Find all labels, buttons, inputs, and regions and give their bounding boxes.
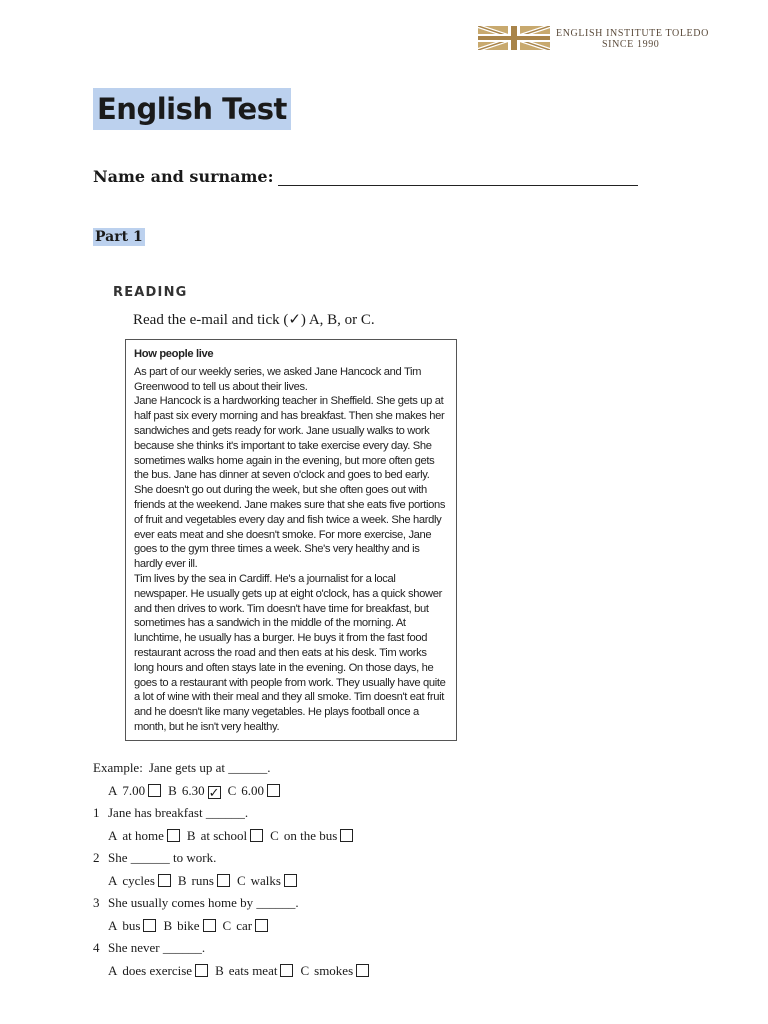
option-b[interactable] (163, 918, 215, 933)
option-text: 7.00 (122, 782, 146, 798)
question-number: Example: (93, 760, 143, 775)
example-question (93, 757, 693, 780)
logo-since: SINCE 1990 (602, 39, 660, 50)
question-text: She usually comes home by ______. (108, 895, 299, 910)
institute-logo (478, 24, 738, 54)
option-letter: B (186, 827, 196, 843)
option-c[interactable] (270, 828, 353, 843)
option-b[interactable] (178, 873, 230, 888)
option-text: 6.00 (241, 782, 264, 798)
option-letter: A (108, 917, 118, 933)
option-letter: C (270, 827, 279, 843)
checkbox[interactable] (203, 919, 216, 932)
option-letter: A (108, 827, 118, 843)
option-text: on the bus (283, 827, 338, 843)
checkbox[interactable] (195, 964, 208, 977)
option-letter: C (222, 917, 232, 933)
question-list (93, 757, 693, 982)
question-text: Jane gets up at ______. (148, 760, 271, 775)
union-jack-logo-icon (478, 26, 550, 50)
option-a[interactable] (108, 873, 171, 888)
checkbox[interactable] (250, 829, 263, 842)
option-b[interactable] (215, 963, 293, 978)
question-text: She ______ to work. (108, 850, 217, 865)
answer-options (93, 780, 693, 803)
option-a[interactable] (108, 783, 161, 798)
option-text: walks (250, 872, 281, 888)
instruction-text: Read the e-mail and tick (✓) A, B, or C. (133, 312, 375, 328)
checkbox[interactable] (217, 874, 230, 887)
option-text: bus (122, 917, 141, 933)
name-answer-line[interactable] (278, 169, 638, 186)
option-c[interactable] (228, 783, 280, 798)
answer-options (93, 870, 693, 893)
option-letter: C (227, 782, 237, 798)
option-letter: A (108, 782, 118, 798)
name-label: Name and surname: (93, 167, 274, 186)
option-letter: B (168, 782, 177, 798)
article-paragraph: Tim lives by the sea in Cardiff. He's a journalist for a local newspaper. He usually gets up at eight o'clock, has a quick shower and then drives to work. Tim doesn't have time for breakfast, but sometimes has a sandwich in the middle of the morning. At lunchtime, he usually has a burger. He buys it from the fast food restaurant across the road and then eats at his desk. Tim works long hours and often stays late in the evening. On those days, he goes to a restaurant with people from work. They usually have quite a lot of wine with their meal and they all smoke. Tim doesn't eat fruit and he doesn't like many vegetables. He plays football once a month, but he isn't very healthy. (134, 572, 446, 733)
question-1 (93, 802, 693, 825)
checkbox[interactable] (148, 784, 161, 797)
checkbox[interactable] (143, 919, 156, 932)
checkbox[interactable] (284, 874, 297, 887)
article-paragraph: Jane Hancock is a hardworking teacher in Sheffield. She gets up at half past six every morning and has breakfast. Then she makes her sandwiches and gets ready for work. Jane usually walks to work because she thinks it's important to take exercise every day. She sometimes walks home again in the evening, but more often gets the bus. Jane has dinner at seven o'clock and goes to bed early. She doesn't go out during the week, but she often goes out with friends at the weekend. Jane makes sure that she eats five portions of fruit and vegetables every day and fish twice a week. She hardly ever eats meat and she doesn't smoke. For more exercise, Jane goes to the gym three times a week. She's very healthy and is hardly ever ill. (134, 395, 446, 571)
reading-text-box (125, 339, 457, 741)
section-heading: READING (113, 285, 188, 300)
article-paragraph: As part of our weekly series, we asked Jane Hancock and Tim Greenwood to tell us about their lives. (134, 365, 422, 393)
option-text: at school (200, 827, 248, 843)
option-text: car (236, 917, 253, 933)
checked-checkbox[interactable]: ✓ (208, 784, 220, 800)
option-letter: A (108, 872, 118, 888)
option-c[interactable] (237, 873, 297, 888)
option-a[interactable] (108, 963, 208, 978)
checkbox[interactable] (267, 784, 280, 797)
option-b[interactable] (187, 828, 263, 843)
answer-options (93, 915, 693, 938)
checkbox[interactable] (255, 919, 268, 932)
checkbox[interactable] (356, 964, 369, 977)
option-text: runs (191, 872, 214, 888)
option-a[interactable] (108, 918, 156, 933)
option-letter: B (177, 872, 187, 888)
option-text: bike (177, 917, 200, 933)
option-letter: B (163, 917, 173, 933)
option-text: cycles (122, 872, 155, 888)
option-text: at home (122, 827, 164, 843)
option-text: 6.30 (181, 782, 205, 798)
option-text: smokes (314, 962, 354, 978)
name-field-row (93, 167, 638, 186)
option-letter: B (215, 962, 224, 978)
question-2 (93, 847, 693, 870)
question-4 (93, 937, 693, 960)
question-number: 1 (93, 805, 100, 820)
option-b[interactable] (168, 783, 220, 798)
question-text: She never ______. (108, 940, 206, 955)
question-3 (93, 892, 693, 915)
option-text: does exercise (122, 962, 193, 978)
option-a[interactable] (108, 828, 180, 843)
option-letter: A (108, 962, 118, 978)
question-number: 4 (93, 940, 100, 955)
question-text: Jane has breakfast ______. (108, 805, 249, 820)
answer-options (93, 960, 693, 983)
question-number: 3 (93, 895, 100, 910)
option-c[interactable] (300, 963, 369, 978)
option-letter: C (300, 962, 310, 978)
checkbox[interactable] (158, 874, 171, 887)
checkbox[interactable] (280, 964, 293, 977)
question-number: 2 (93, 850, 100, 865)
checkbox[interactable] (340, 829, 353, 842)
article-heading: How people live (134, 348, 214, 360)
logo-institute-name: ENGLISH INSTITUTE TOLEDO (556, 28, 709, 39)
answer-options (93, 825, 693, 848)
option-letter: C (236, 872, 246, 888)
option-c[interactable] (223, 918, 269, 933)
part-label: Part 1 (95, 229, 143, 245)
checkbox[interactable] (167, 829, 180, 842)
option-text: eats meat (228, 962, 278, 978)
page-title: English Test (93, 88, 291, 130)
